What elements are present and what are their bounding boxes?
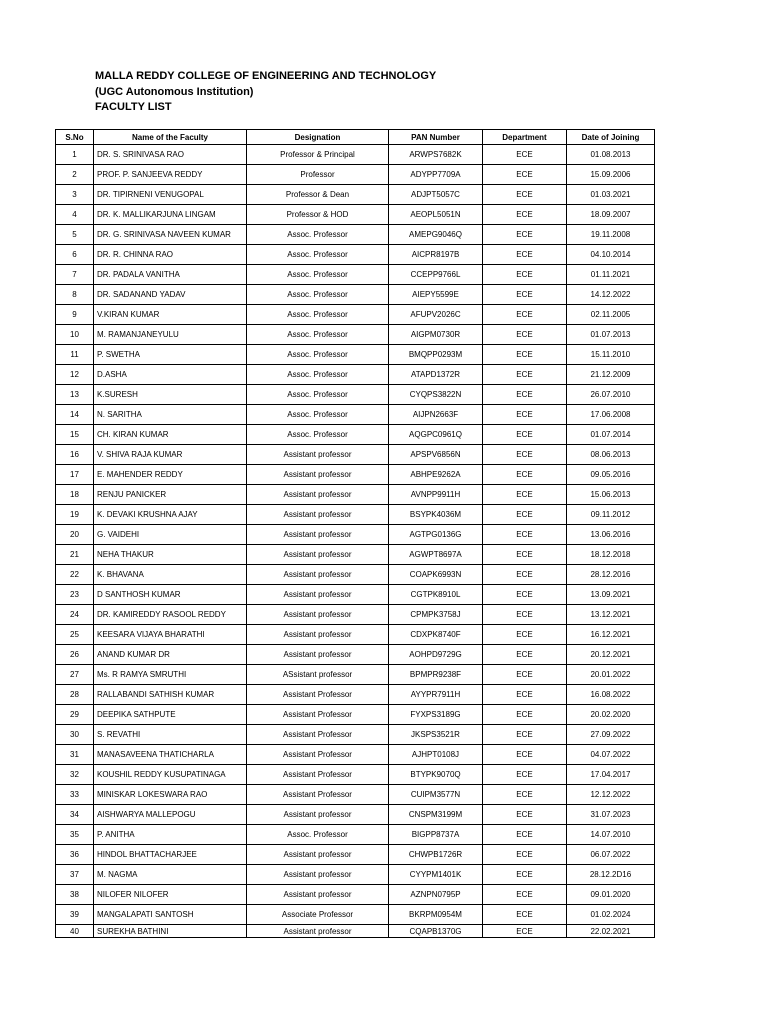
cell-name: DR. G. SRINIVASA NAVEEN KUMAR <box>94 225 247 245</box>
cell-date-of-joining: 28.12.2016 <box>567 565 655 585</box>
cell-department: ECE <box>483 525 567 545</box>
table-row <box>56 545 655 565</box>
cell-designation: Assistant professor <box>247 485 389 505</box>
cell-pan: AGWPT8697A <box>389 545 483 565</box>
cell-department: ECE <box>483 765 567 785</box>
cell-name: KEESARA VIJAYA BHARATHI <box>94 625 247 645</box>
cell-department: ECE <box>483 925 567 938</box>
table-row <box>56 385 655 405</box>
cell-sno: 4 <box>56 205 94 225</box>
cell-pan: COAPK6993N <box>389 565 483 585</box>
cell-pan: AOHPD9729G <box>389 645 483 665</box>
cell-name: K. BHAVANA <box>94 565 247 585</box>
cell-designation: Assistant professor <box>247 645 389 665</box>
cell-sno: 8 <box>56 285 94 305</box>
cell-department: ECE <box>483 485 567 505</box>
cell-designation: Assistant professor <box>247 545 389 565</box>
cell-sno: 15 <box>56 425 94 445</box>
header-department: Department <box>483 130 567 145</box>
cell-sno: 28 <box>56 685 94 705</box>
cell-pan: BIGPP8737A <box>389 825 483 845</box>
table-row <box>56 605 655 625</box>
cell-designation: Assistant Professor <box>247 765 389 785</box>
cell-date-of-joining: 20.01.2022 <box>567 665 655 685</box>
table-row <box>56 645 655 665</box>
cell-name: V. SHIVA RAJA KUMAR <box>94 445 247 465</box>
cell-date-of-joining: 27.09.2022 <box>567 725 655 745</box>
cell-sno: 20 <box>56 525 94 545</box>
cell-sno: 6 <box>56 245 94 265</box>
table-row <box>56 405 655 425</box>
cell-name: DR. TIPIRNENI VENUGOPAL <box>94 185 247 205</box>
cell-pan: CQAPB1370G <box>389 925 483 938</box>
cell-department: ECE <box>483 645 567 665</box>
table-row <box>56 505 655 525</box>
cell-department: ECE <box>483 665 567 685</box>
cell-pan: AFUPV2026C <box>389 305 483 325</box>
cell-name: MINISKAR LOKESWARA RAO <box>94 785 247 805</box>
cell-pan: APSPV6856N <box>389 445 483 465</box>
cell-name: G. VAIDEHI <box>94 525 247 545</box>
cell-name: NILOFER NILOFER <box>94 885 247 905</box>
cell-sno: 24 <box>56 605 94 625</box>
cell-date-of-joining: 01.02.2024 <box>567 905 655 925</box>
cell-date-of-joining: 01.08.2013 <box>567 145 655 165</box>
table-row <box>56 285 655 305</box>
cell-pan: AVNPP9911H <box>389 485 483 505</box>
cell-pan: AEOPL5051N <box>389 205 483 225</box>
table-row <box>56 565 655 585</box>
cell-sno: 37 <box>56 865 94 885</box>
cell-department: ECE <box>483 185 567 205</box>
cell-date-of-joining: 15.09.2006 <box>567 165 655 185</box>
cell-department: ECE <box>483 545 567 565</box>
cell-designation: Assistant professor <box>247 565 389 585</box>
cell-sno: 19 <box>56 505 94 525</box>
cell-date-of-joining: 14.07.2010 <box>567 825 655 845</box>
cell-designation: Assoc. Professor <box>247 285 389 305</box>
cell-designation: Professor <box>247 165 389 185</box>
cell-name: NEHA THAKUR <box>94 545 247 565</box>
cell-date-of-joining: 18.09.2007 <box>567 205 655 225</box>
cell-date-of-joining: 22.02.2021 <box>567 925 655 938</box>
cell-department: ECE <box>483 565 567 585</box>
cell-department: ECE <box>483 585 567 605</box>
cell-date-of-joining: 12.12.2022 <box>567 785 655 805</box>
cell-department: ECE <box>483 505 567 525</box>
cell-pan: AYYPR7911H <box>389 685 483 705</box>
cell-date-of-joining: 09.11.2012 <box>567 505 655 525</box>
table-row <box>56 265 655 285</box>
cell-sno: 38 <box>56 885 94 905</box>
cell-date-of-joining: 16.12.2021 <box>567 625 655 645</box>
cell-date-of-joining: 15.06.2013 <box>567 485 655 505</box>
cell-name: P. ANITHA <box>94 825 247 845</box>
table-row <box>56 725 655 745</box>
cell-pan: ADYPP7709A <box>389 165 483 185</box>
cell-sno: 11 <box>56 345 94 365</box>
cell-designation: Assoc. Professor <box>247 245 389 265</box>
table-row <box>56 245 655 265</box>
cell-name: RENJU PANICKER <box>94 485 247 505</box>
cell-department: ECE <box>483 245 567 265</box>
table-row <box>56 865 655 885</box>
cell-name: ANAND KUMAR DR <box>94 645 247 665</box>
cell-designation: Assistant professor <box>247 885 389 905</box>
table-row <box>56 225 655 245</box>
cell-pan: CHWPB1726R <box>389 845 483 865</box>
cell-department: ECE <box>483 625 567 645</box>
cell-designation: Assistant Professor <box>247 685 389 705</box>
cell-department: ECE <box>483 605 567 625</box>
cell-name: V.KIRAN KUMAR <box>94 305 247 325</box>
table-row <box>56 625 655 645</box>
cell-pan: AIGPM0730R <box>389 325 483 345</box>
cell-department: ECE <box>483 785 567 805</box>
cell-pan: AICPR8197B <box>389 245 483 265</box>
cell-designation: Professor & Principal <box>247 145 389 165</box>
cell-date-of-joining: 16.08.2022 <box>567 685 655 705</box>
cell-pan: AIJPN2663F <box>389 405 483 425</box>
cell-date-of-joining: 21.12.2009 <box>567 365 655 385</box>
cell-sno: 25 <box>56 625 94 645</box>
cell-name: DR. SADANAND YADAV <box>94 285 247 305</box>
cell-sno: 9 <box>56 305 94 325</box>
cell-date-of-joining: 04.07.2022 <box>567 745 655 765</box>
faculty-table <box>55 129 655 938</box>
cell-sno: 26 <box>56 645 94 665</box>
cell-sno: 17 <box>56 465 94 485</box>
cell-pan: AZNPN0795P <box>389 885 483 905</box>
cell-sno: 14 <box>56 405 94 425</box>
cell-department: ECE <box>483 225 567 245</box>
cell-department: ECE <box>483 265 567 285</box>
cell-department: ECE <box>483 885 567 905</box>
cell-sno: 27 <box>56 665 94 685</box>
table-row <box>56 165 655 185</box>
cell-date-of-joining: 13.09.2021 <box>567 585 655 605</box>
cell-sno: 18 <box>56 485 94 505</box>
cell-department: ECE <box>483 145 567 165</box>
header-name: Name of the Faculty <box>94 130 247 145</box>
cell-designation: Assistant Professor <box>247 745 389 765</box>
cell-name: MANGALAPATI SANTOSH <box>94 905 247 925</box>
cell-department: ECE <box>483 705 567 725</box>
table-row <box>56 465 655 485</box>
cell-name: D.ASHA <box>94 365 247 385</box>
table-row <box>56 665 655 685</box>
table-row <box>56 145 655 165</box>
cell-sno: 21 <box>56 545 94 565</box>
table-row <box>56 705 655 725</box>
cell-pan: AMEPG9046Q <box>389 225 483 245</box>
cell-sno: 13 <box>56 385 94 405</box>
cell-sno: 30 <box>56 725 94 745</box>
table-row <box>56 825 655 845</box>
cell-sno: 10 <box>56 325 94 345</box>
cell-designation: Assistant professor <box>247 865 389 885</box>
cell-pan: ATAPD1372R <box>389 365 483 385</box>
cell-name: RALLABANDI SATHISH KUMAR <box>94 685 247 705</box>
cell-designation: Assistant professor <box>247 625 389 645</box>
college-title: MALLA REDDY COLLEGE OF ENGINEERING AND TECHNOLOGY <box>95 70 437 82</box>
cell-designation: Assistant professor <box>247 805 389 825</box>
header-date-of-joining: Date of Joining <box>567 130 655 145</box>
cell-pan: BTYPK9070Q <box>389 765 483 785</box>
cell-sno: 22 <box>56 565 94 585</box>
cell-name: K. DEVAKI KRUSHNA AJAY <box>94 505 247 525</box>
table-row <box>56 745 655 765</box>
cell-name: D SANTHOSH KUMAR <box>94 585 247 605</box>
cell-date-of-joining: 09.01.2020 <box>567 885 655 905</box>
table-row <box>56 805 655 825</box>
cell-sno: 33 <box>56 785 94 805</box>
table-row <box>56 845 655 865</box>
cell-designation: Assistant professor <box>247 605 389 625</box>
cell-name: PROF. P. SANJEEVA REDDY <box>94 165 247 185</box>
cell-pan: AQGPC0961Q <box>389 425 483 445</box>
cell-designation: Assoc. Professor <box>247 345 389 365</box>
cell-date-of-joining: 13.06.2016 <box>567 525 655 545</box>
cell-pan: CCEPP9766L <box>389 265 483 285</box>
cell-designation: ASsistant professor <box>247 665 389 685</box>
cell-designation: Assoc. Professor <box>247 405 389 425</box>
cell-designation: Assoc. Professor <box>247 225 389 245</box>
cell-date-of-joining: 13.12.2021 <box>567 605 655 625</box>
cell-sno: 2 <box>56 165 94 185</box>
cell-designation: Assistant Professor <box>247 705 389 725</box>
cell-pan: CYYPM1401K <box>389 865 483 885</box>
cell-sno: 32 <box>56 765 94 785</box>
cell-designation: Associate Professor <box>247 905 389 925</box>
cell-name: SUREKHA BATHINI <box>94 925 247 938</box>
cell-date-of-joining: 19.11.2008 <box>567 225 655 245</box>
table-header-row <box>56 130 655 145</box>
cell-date-of-joining: 18.12.2018 <box>567 545 655 565</box>
table-row <box>56 885 655 905</box>
cell-department: ECE <box>483 425 567 445</box>
cell-date-of-joining: 01.07.2013 <box>567 325 655 345</box>
college-subtitle: (UGC Autonomous Institution) <box>95 85 254 98</box>
cell-date-of-joining: 14.12.2022 <box>567 285 655 305</box>
cell-date-of-joining: 20.02.2020 <box>567 705 655 725</box>
table-row <box>56 185 655 205</box>
cell-name: M. NAGMA <box>94 865 247 885</box>
cell-pan: CUIPM3577N <box>389 785 483 805</box>
cell-department: ECE <box>483 905 567 925</box>
cell-designation: Assistant professor <box>247 585 389 605</box>
cell-name: P. SWETHA <box>94 345 247 365</box>
cell-department: ECE <box>483 365 567 385</box>
cell-pan: CGTPK8910L <box>389 585 483 605</box>
cell-department: ECE <box>483 465 567 485</box>
cell-designation: Assistant professor <box>247 465 389 485</box>
cell-sno: 23 <box>56 585 94 605</box>
document-header <box>95 69 436 116</box>
table-row <box>56 345 655 365</box>
cell-sno: 34 <box>56 805 94 825</box>
cell-designation: Assoc. Professor <box>247 265 389 285</box>
cell-pan: BSYPK4036M <box>389 505 483 525</box>
cell-name: MANASAVEENA THATICHARLA <box>94 745 247 765</box>
cell-department: ECE <box>483 385 567 405</box>
cell-designation: Assoc. Professor <box>247 385 389 405</box>
cell-designation: Assoc. Professor <box>247 325 389 345</box>
cell-pan: ARWPS7682K <box>389 145 483 165</box>
cell-designation: Professor & HOD <box>247 205 389 225</box>
cell-pan: AIEPY5599E <box>389 285 483 305</box>
cell-department: ECE <box>483 805 567 825</box>
table-row <box>56 685 655 705</box>
cell-sno: 35 <box>56 825 94 845</box>
header-designation: Designation <box>247 130 389 145</box>
cell-sno: 39 <box>56 905 94 925</box>
cell-date-of-joining: 08.06.2013 <box>567 445 655 465</box>
cell-pan: CPMPK3758J <box>389 605 483 625</box>
cell-designation: Assistant professor <box>247 525 389 545</box>
cell-name: Ms. R RAMYA SMRUTHI <box>94 665 247 685</box>
cell-department: ECE <box>483 345 567 365</box>
cell-sno: 12 <box>56 365 94 385</box>
table-row <box>56 925 655 938</box>
cell-pan: FYXPS3189G <box>389 705 483 725</box>
cell-department: ECE <box>483 865 567 885</box>
header-pan: PAN Number <box>389 130 483 145</box>
cell-name: CH. KIRAN KUMAR <box>94 425 247 445</box>
cell-date-of-joining: 06.07.2022 <box>567 845 655 865</box>
cell-sno: 1 <box>56 145 94 165</box>
cell-pan: JKSPS3521R <box>389 725 483 745</box>
cell-pan: BKRPM0954M <box>389 905 483 925</box>
cell-name: N. SARITHA <box>94 405 247 425</box>
cell-designation: Assoc. Professor <box>247 365 389 385</box>
cell-date-of-joining: 01.11.2021 <box>567 265 655 285</box>
cell-department: ECE <box>483 745 567 765</box>
cell-name: S. REVATHI <box>94 725 247 745</box>
cell-pan: AGTPG0136G <box>389 525 483 545</box>
cell-date-of-joining: 15.11.2010 <box>567 345 655 365</box>
table-row <box>56 525 655 545</box>
table-row <box>56 425 655 445</box>
table-row <box>56 325 655 345</box>
cell-date-of-joining: 17.04.2017 <box>567 765 655 785</box>
cell-pan: BPMPR9238F <box>389 665 483 685</box>
cell-pan: ADJPT5057C <box>389 185 483 205</box>
cell-name: KOUSHIL REDDY KUSUPATINAGA <box>94 765 247 785</box>
table-row <box>56 485 655 505</box>
cell-department: ECE <box>483 165 567 185</box>
cell-pan: CYQPS3822N <box>389 385 483 405</box>
table-row <box>56 765 655 785</box>
cell-name: DR. R. CHINNA RAO <box>94 245 247 265</box>
cell-designation: Assistant professor <box>247 445 389 465</box>
cell-department: ECE <box>483 825 567 845</box>
cell-department: ECE <box>483 445 567 465</box>
cell-sno: 31 <box>56 745 94 765</box>
cell-date-of-joining: 31.07.2023 <box>567 805 655 825</box>
cell-designation: Assoc. Professor <box>247 425 389 445</box>
cell-department: ECE <box>483 285 567 305</box>
table-body <box>56 145 655 938</box>
list-title: FACULTY LIST <box>95 101 172 113</box>
cell-name: K.SURESH <box>94 385 247 405</box>
cell-pan: AJHPT0108J <box>389 745 483 765</box>
table-row <box>56 785 655 805</box>
cell-date-of-joining: 20.12.2021 <box>567 645 655 665</box>
table-row <box>56 365 655 385</box>
cell-date-of-joining: 01.03.2021 <box>567 185 655 205</box>
cell-department: ECE <box>483 725 567 745</box>
cell-name: DR. S. SRINIVASA RAO <box>94 145 247 165</box>
table-row <box>56 905 655 925</box>
cell-date-of-joining: 17.06.2008 <box>567 405 655 425</box>
cell-department: ECE <box>483 685 567 705</box>
cell-sno: 3 <box>56 185 94 205</box>
cell-name: AISHWARYA MALLEPOGU <box>94 805 247 825</box>
cell-designation: Assistant Professor <box>247 725 389 745</box>
cell-sno: 40 <box>56 925 94 938</box>
cell-pan: BMQPP0293M <box>389 345 483 365</box>
cell-sno: 36 <box>56 845 94 865</box>
cell-date-of-joining: 04.10.2014 <box>567 245 655 265</box>
cell-name: HINDOL BHATTACHARJEE <box>94 845 247 865</box>
cell-department: ECE <box>483 325 567 345</box>
table-row <box>56 205 655 225</box>
cell-designation: Assoc. Professor <box>247 305 389 325</box>
table-row <box>56 305 655 325</box>
cell-designation: Assistant professor <box>247 925 389 938</box>
table-row <box>56 445 655 465</box>
cell-department: ECE <box>483 305 567 325</box>
cell-sno: 5 <box>56 225 94 245</box>
cell-designation: Professor & Dean <box>247 185 389 205</box>
cell-designation: Assoc. Professor <box>247 825 389 845</box>
cell-date-of-joining: 09.05.2016 <box>567 465 655 485</box>
cell-name: DR. KAMIREDDY RASOOL REDDY <box>94 605 247 625</box>
cell-pan: ABHPE9262A <box>389 465 483 485</box>
table-row <box>56 585 655 605</box>
cell-designation: Assistant professor <box>247 505 389 525</box>
cell-department: ECE <box>483 405 567 425</box>
cell-sno: 16 <box>56 445 94 465</box>
cell-department: ECE <box>483 845 567 865</box>
cell-date-of-joining: 26.07.2010 <box>567 385 655 405</box>
cell-designation: Assistant Professor <box>247 785 389 805</box>
cell-date-of-joining: 01.07.2014 <box>567 425 655 445</box>
cell-designation: Assistant professor <box>247 845 389 865</box>
cell-name: DR. K. MALLIKARJUNA LINGAM <box>94 205 247 225</box>
cell-name: DEEPIKA SATHPUTE <box>94 705 247 725</box>
cell-name: M. RAMANJANEYULU <box>94 325 247 345</box>
cell-sno: 7 <box>56 265 94 285</box>
cell-pan: CDXPK8740F <box>389 625 483 645</box>
cell-name: E. MAHENDER REDDY <box>94 465 247 485</box>
cell-name: DR. PADALA VANITHA <box>94 265 247 285</box>
cell-pan: CNSPM3199M <box>389 805 483 825</box>
cell-date-of-joining: 28.12.2D16 <box>567 865 655 885</box>
cell-date-of-joining: 02.11.2005 <box>567 305 655 325</box>
header-sno: S.No <box>56 130 94 145</box>
cell-sno: 29 <box>56 705 94 725</box>
cell-department: ECE <box>483 205 567 225</box>
